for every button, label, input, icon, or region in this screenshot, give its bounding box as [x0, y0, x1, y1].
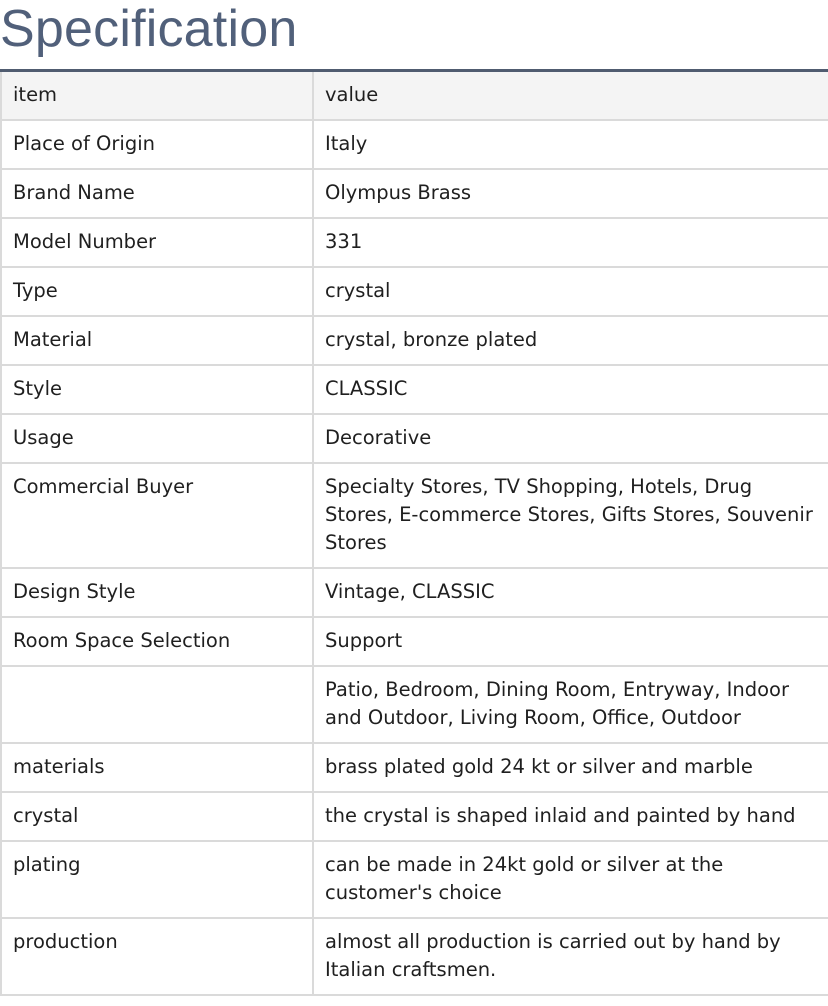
value-cell: can be made in 24kt gold or silver at the customer's choice — [313, 841, 828, 918]
table-row — [1, 414, 828, 463]
value-cell: 331 — [313, 218, 828, 267]
value-cell: the crystal is shaped inlaid and painted by hand — [313, 792, 828, 841]
value-cell: crystal, bronze plated — [313, 316, 828, 365]
table-row — [1, 169, 828, 218]
item-cell: Room Space Selection — [1, 617, 313, 666]
item-cell: Model Number — [1, 218, 313, 267]
item-cell: Usage — [1, 414, 313, 463]
table-row — [1, 918, 828, 995]
value-cell: Olympus Brass — [313, 169, 828, 218]
specification-table — [0, 72, 828, 996]
item-cell: Design Style — [1, 568, 313, 617]
table-row — [1, 617, 828, 666]
value-cell: Support — [313, 617, 828, 666]
table-row — [1, 316, 828, 365]
table-row — [1, 568, 828, 617]
value-cell: Vintage, CLASSIC — [313, 568, 828, 617]
item-cell: plating — [1, 841, 313, 918]
item-cell: Material — [1, 316, 313, 365]
value-cell: almost all production is carried out by hand by Italian craftsmen. — [313, 918, 828, 995]
item-cell: crystal — [1, 792, 313, 841]
item-cell — [1, 666, 313, 743]
value-cell: Specialty Stores, TV Shopping, Hotels, Drug Stores, E-commerce Stores, Gifts Stores, Souvenir Stores — [313, 463, 828, 568]
table-row — [1, 666, 828, 743]
table-row — [1, 743, 828, 792]
item-cell: Style — [1, 365, 313, 414]
item-cell: Type — [1, 267, 313, 316]
item-cell: Commercial Buyer — [1, 463, 313, 568]
table-row — [1, 463, 828, 568]
table-row — [1, 267, 828, 316]
header-value-cell: value — [313, 72, 828, 120]
value-cell: Italy — [313, 120, 828, 169]
header-item-cell: item — [1, 72, 313, 120]
page-title: Specification — [0, 0, 298, 58]
value-cell: Decorative — [313, 414, 828, 463]
table-row — [1, 841, 828, 918]
table-row — [1, 792, 828, 841]
item-cell: materials — [1, 743, 313, 792]
item-cell: Brand Name — [1, 169, 313, 218]
table-header-row — [1, 72, 828, 120]
table-row — [1, 365, 828, 414]
item-cell: Place of Origin — [1, 120, 313, 169]
item-cell: production — [1, 918, 313, 995]
value-cell: Patio, Bedroom, Dining Room, Entryway, Indoor and Outdoor, Living Room, Office, Outdoor — [313, 666, 828, 743]
value-cell: brass plated gold 24 kt or silver and marble — [313, 743, 828, 792]
value-cell: CLASSIC — [313, 365, 828, 414]
table-row — [1, 120, 828, 169]
value-cell: crystal — [313, 267, 828, 316]
table-row — [1, 218, 828, 267]
